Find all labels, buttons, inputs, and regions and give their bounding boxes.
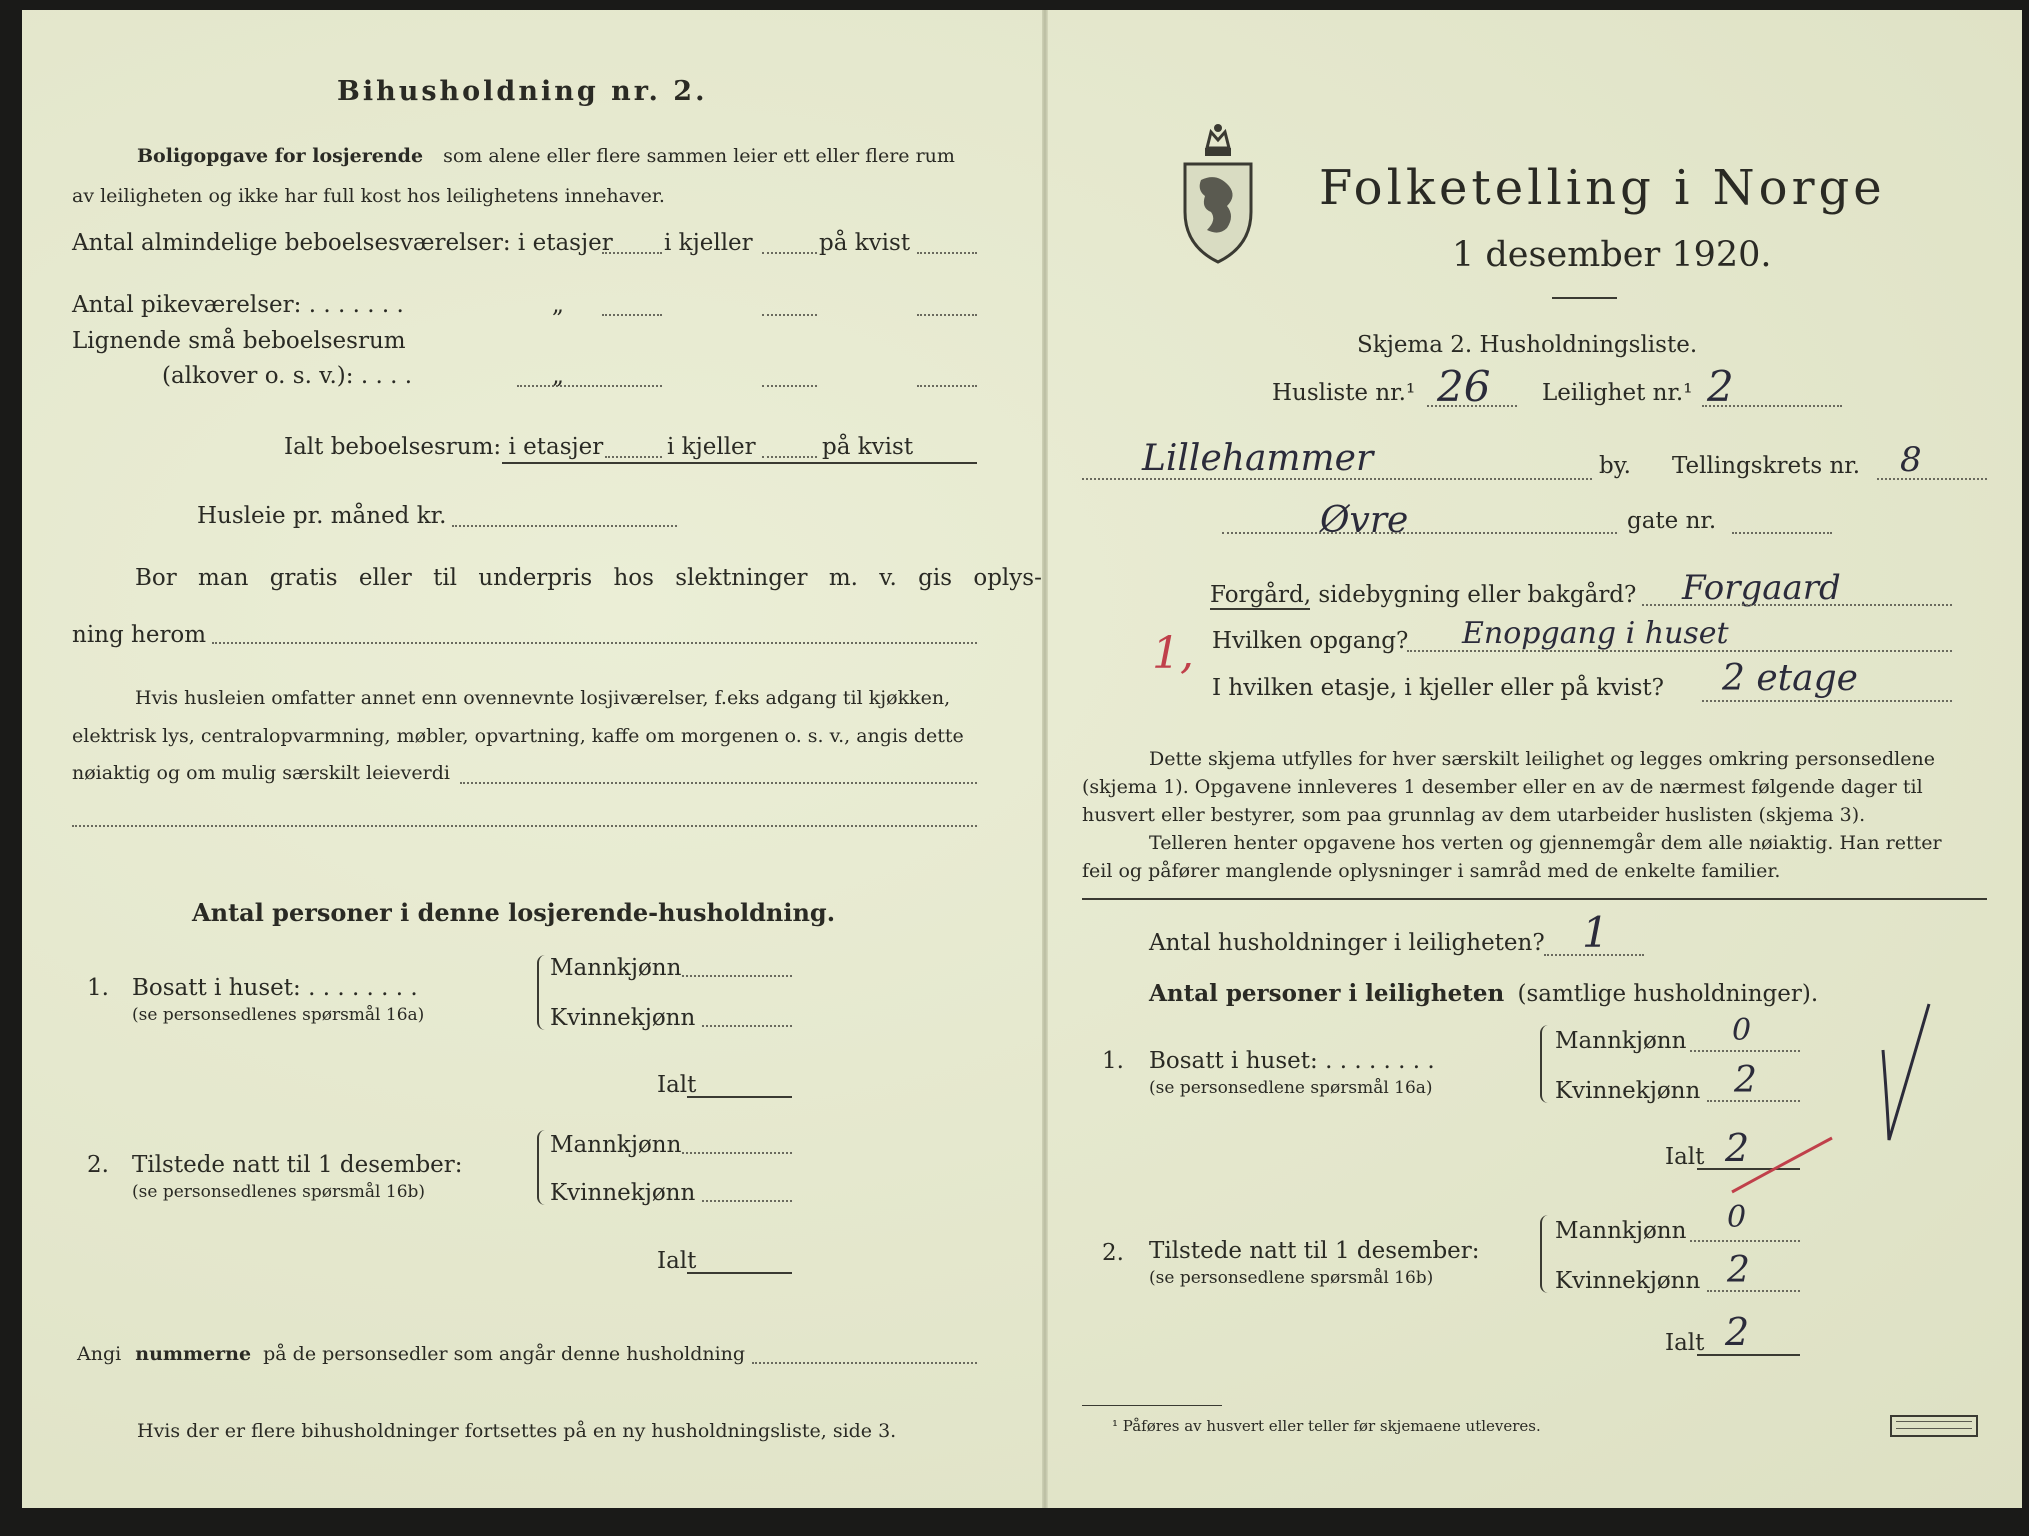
forgaard-answer: Forgaard: [1682, 568, 1841, 608]
census-form: [22, 10, 2022, 1508]
alkover-etasjer-field[interactable]: [517, 385, 662, 387]
brace: [537, 955, 549, 1030]
r-q1-mann-field[interactable]: [1690, 1050, 1800, 1052]
r-q2-sub: (se personsedlene spørsmål 16b): [1149, 1268, 1434, 1288]
husliste-field[interactable]: [1427, 405, 1517, 407]
etasje-field[interactable]: [1702, 700, 1952, 702]
gate-label: gate nr.: [1627, 508, 1717, 534]
angi-field[interactable]: [752, 1362, 977, 1364]
q2-ialt-field[interactable]: [687, 1272, 792, 1274]
r-q2-kvinne-field[interactable]: [1707, 1290, 1800, 1292]
census-date: 1 desember 1920.: [1452, 235, 1772, 275]
q1-number: 1.: [87, 975, 109, 1001]
q2-kvinne-label: Kvinnekjønn: [550, 1180, 696, 1206]
antal-personer-heading: Antal personer i denne losjerende-husholdning.: [192, 898, 836, 927]
r-q2-mann-field[interactable]: [1690, 1240, 1800, 1242]
page-fold: [1042, 10, 1048, 1508]
hvis-line-1: Hvis husleien omfatter annet enn ovennevnte losjiværelser, f.eks adgang til kjøkken,: [135, 687, 951, 709]
r-q2-mann-label: Mannkjønn: [1555, 1218, 1687, 1244]
q1-kvinne-label: Kvinnekjønn: [550, 1005, 696, 1031]
q1-mann-field[interactable]: [682, 975, 792, 977]
ialt-kvist-label: på kvist: [822, 434, 914, 460]
divider: [1552, 297, 1617, 299]
q1-ialt-field[interactable]: [687, 1096, 792, 1098]
q2-ialt-label: Ialt: [657, 1248, 697, 1274]
intro-line-2: av leiligheten og ikke har full kost hos leilighetens innehaver.: [72, 185, 665, 207]
husliste-value: 26: [1437, 362, 1491, 411]
city-field[interactable]: [1082, 478, 1592, 480]
r-q1-ialt-value: 2: [1725, 1126, 1750, 1170]
q1-kvinne-field[interactable]: [702, 1025, 792, 1027]
ditto-mark: „: [552, 363, 564, 389]
footnote: ¹ Påføres av husvert eller teller før skjemaene utleveres.: [1112, 1417, 1541, 1435]
red-check-mark: 1,: [1152, 628, 1194, 679]
ialt-rum-label: Ialt beboelsesrum: i etasjer: [284, 434, 604, 460]
instructions-line-1: Dette skjema utfylles for hver særskilt leilighet og legges omkring personsedlene: [1149, 748, 1935, 770]
divider: [502, 462, 977, 464]
ialt-kjeller-label: i kjeller: [667, 434, 756, 460]
brace: [1540, 1215, 1552, 1293]
skjema-label: Skjema 2. Husholdningsliste.: [1357, 332, 1698, 358]
leilighet-value: 2: [1707, 362, 1734, 411]
right-title: Folketelling i Norge: [1319, 160, 1886, 216]
by-label: by.: [1599, 453, 1631, 479]
q2-sub: (se personsedlenes spørsmål 16b): [132, 1182, 426, 1202]
r-q2-number: 2.: [1102, 1240, 1124, 1266]
alm-etasjer-field[interactable]: [602, 252, 662, 254]
gate-nr-field[interactable]: [1732, 532, 1832, 534]
husliste-label: Husliste nr.¹: [1272, 380, 1416, 406]
intro-line-1: Boligopgave for losjerende som alene eller flere sammen leier ett eller flere rum: [137, 145, 955, 167]
red-correction-stroke: [1722, 1130, 1842, 1200]
r-q2-kvinne-value: 2: [1727, 1250, 1750, 1291]
opgang-field[interactable]: [1407, 650, 1952, 652]
gate-field[interactable]: [1222, 532, 1617, 534]
leieverdi-field-2[interactable]: [72, 825, 977, 827]
q2-mann-field[interactable]: [682, 1152, 792, 1154]
husholdninger-question: Antal husholdninger i leiligheten?: [1149, 930, 1545, 956]
hvis-line-3: nøiaktig og om mulig særskilt leieverdi: [72, 762, 450, 784]
r-q2-mann-value: 0: [1727, 1200, 1747, 1235]
r-q1-mann-label: Mannkjønn: [1555, 1028, 1687, 1054]
r-q1-kvinne-label: Kvinnekjønn: [1555, 1078, 1701, 1104]
q2-label: Tilstede natt til 1 desember:: [132, 1152, 463, 1178]
alm-kjeller-label: i kjeller: [664, 230, 753, 256]
gate-value: Øvre: [1320, 500, 1409, 541]
alm-kvist-label: på kvist: [819, 230, 911, 256]
alkover-kvist-field[interactable]: [917, 385, 977, 387]
angi-line: Angi nummerne på de personsedler som angår denne husholdning: [77, 1343, 746, 1365]
krets-value: 8: [1900, 440, 1922, 480]
etasje-answer: 2 etage: [1722, 658, 1858, 699]
r-q2-ialt-field[interactable]: [1697, 1354, 1800, 1356]
antal-alm-label: Antal almindelige beboelsesværelser: i etasjer: [72, 230, 613, 256]
gratis-line-1: Bor man gratis eller til underpris hos slektninger m. v. gis oplys-: [135, 565, 1042, 591]
left-footer: Hvis der er flere bihusholdninger fortsettes på en ny husholdningsliste, side 3.: [137, 1420, 897, 1442]
opgang-answer: Enopgang i huset: [1462, 616, 1729, 651]
opgang-question: Hvilken opgang?: [1212, 628, 1409, 654]
ialt-kjeller-field[interactable]: [762, 456, 817, 458]
lignende-label: Lignende små beboelsesrum: [72, 328, 406, 354]
r-q1-number: 1.: [1102, 1048, 1124, 1074]
q2-number: 2.: [87, 1152, 109, 1178]
antal-personer-heading-right: Antal personer i leiligheten (samtlige husholdninger).: [1149, 980, 1819, 1007]
ditto-mark: „: [552, 292, 564, 318]
q1-sub: (se personsedlenes spørsmål 16a): [132, 1005, 425, 1025]
r-q2-ialt-value: 2: [1725, 1310, 1750, 1354]
forgaard-underline: [1210, 608, 1310, 610]
etasje-question: I hvilken etasje, i kjeller eller på kvist?: [1212, 675, 1664, 701]
r-q2-kvinne-label: Kvinnekjønn: [1555, 1268, 1701, 1294]
alkover-kjeller-field[interactable]: [762, 385, 817, 387]
left-title: Bihusholdning nr. 2.: [337, 76, 708, 107]
pike-kvist-field[interactable]: [917, 314, 977, 316]
forgaard-field[interactable]: [1642, 604, 1952, 606]
leilighet-label: Leilighet nr.¹: [1542, 380, 1693, 406]
instructions-line-3: husvert eller bestyrer, som paa grunnlag av dem utarbeider huslisten (skjema 3).: [1082, 804, 1866, 826]
husleie-label: Husleie pr. måned kr.: [197, 503, 447, 529]
pike-kjeller-field[interactable]: [762, 314, 817, 316]
gratis-field[interactable]: [212, 642, 977, 644]
leilighet-field[interactable]: [1702, 405, 1842, 407]
q2-kvinne-field[interactable]: [702, 1200, 792, 1202]
krets-field[interactable]: [1877, 478, 1987, 480]
husleie-field[interactable]: [452, 525, 677, 527]
alkover-label: (alkover o. s. v.): . . . .: [162, 363, 413, 389]
r-q2-label: Tilstede natt til 1 desember:: [1149, 1238, 1480, 1264]
leieverdi-field[interactable]: [460, 782, 977, 784]
pikevaerelser-label: Antal pikeværelser: . . . . . . .: [72, 292, 404, 318]
r-q1-kvinne-value: 2: [1734, 1060, 1757, 1101]
norway-coat-of-arms-icon: [1177, 120, 1259, 270]
forgaard-question: Forgård, sidebygning eller bakgård?: [1210, 582, 1637, 608]
r-q1-sub: (se personsedlene spørsmål 16a): [1149, 1078, 1433, 1098]
r-q1-ialt-label: Ialt: [1665, 1144, 1705, 1170]
alm-kjeller-field[interactable]: [762, 252, 817, 254]
q1-label: Bosatt i huset: . . . . . . . .: [132, 975, 418, 1001]
husholdninger-field[interactable]: [1544, 954, 1644, 956]
footnote-divider: [1082, 1405, 1222, 1406]
printer-stamp-icon: [1890, 1415, 1978, 1437]
krets-label: Tellingskrets nr.: [1672, 453, 1861, 479]
instructions-line-5: feil og påfører manglende oplysninger i samråd med de enkelte familier.: [1082, 860, 1781, 882]
instructions-line-2: (skjema 1). Opgavene innleveres 1 desember eller en av de nærmest følgende dager til: [1082, 776, 1923, 798]
hvis-line-2: elektrisk lys, centralopvarmning, møbler, opvartning, kaffe om morgenen o. s. v., angis dette: [72, 725, 964, 747]
r-q2-ialt-label: Ialt: [1665, 1330, 1705, 1356]
r-q1-mann-value: 0: [1732, 1013, 1752, 1048]
brace: [537, 1130, 549, 1205]
brace: [1540, 1025, 1552, 1103]
ialt-etasjer-field[interactable]: [605, 456, 662, 458]
alm-kvist-field[interactable]: [917, 252, 977, 254]
check-mark-icon: [1877, 1000, 1937, 1150]
r-q1-label: Bosatt i huset: . . . . . . . .: [1149, 1048, 1435, 1074]
husholdninger-answer: 1: [1582, 908, 1609, 957]
q2-mann-label: Mannkjønn: [550, 1132, 682, 1158]
q1-mann-label: Mannkjønn: [550, 955, 682, 981]
divider: [1082, 898, 1987, 900]
r-q1-kvinne-field[interactable]: [1707, 1100, 1800, 1102]
gratis-line-2: ning herom: [72, 622, 207, 648]
city-value: Lillehammer: [1142, 438, 1374, 479]
instructions-line-4: Telleren henter opgavene hos verten og gjennemgår dem alle nøiaktig. Han retter: [1149, 832, 1942, 854]
q1-ialt-label: Ialt: [657, 1072, 697, 1098]
pike-etasjer-field[interactable]: [602, 314, 662, 316]
